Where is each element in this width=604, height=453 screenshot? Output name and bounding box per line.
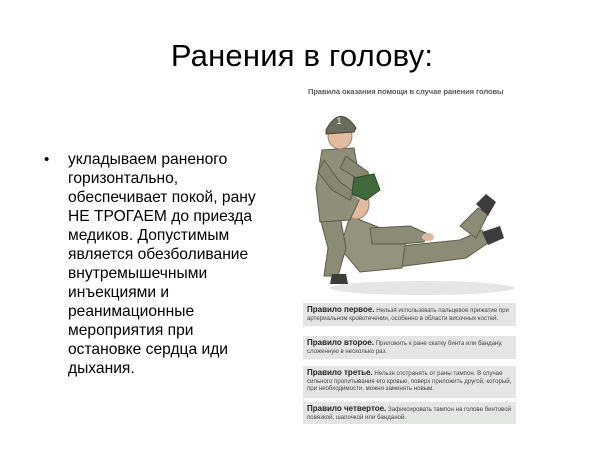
bullet-dot: •: [44, 151, 50, 168]
rule-text: Нельзя отстранять от раны тампон. В случае сильного пропитывания его кровью, поверх приложить другой, который, при необходимости, можно заменять новым.: [307, 370, 512, 393]
figure-caption: Правила оказания помощи в случае ранения головы: [308, 87, 504, 96]
rule-text: Нельзя использовать пальцевое прижатие при артериальном кровотечении, особенно в области височных костей.: [307, 307, 509, 322]
rule-text: Приложить к ране скатку бинта или бандану, сложенную в несколько раз.: [307, 340, 503, 355]
bullet-text: укладываем раненого горизонтально, обеспечивает покой, рану НЕ ТРОГАЕМ до приезда медиков. Допустимым является обезболивание внутремышечными инъекциями и реанимационные мероприятия при остановке сердца иди дыхания.: [68, 151, 256, 377]
rule-title: Правило четвертое.: [307, 404, 387, 413]
rule-box-1: [303, 303, 516, 326]
rule-title: Правило второе.: [307, 338, 374, 347]
rule-title: Правило третье.: [307, 368, 373, 377]
helmet-number: 1: [336, 116, 342, 126]
rule-text: Зафиксировать тампон на голове бинтовой повязкой, шапочкой или банданой.: [307, 406, 512, 421]
rule-title: Правило первое.: [307, 305, 375, 314]
first-aid-illustration: [310, 98, 514, 298]
bullet-item: [44, 150, 259, 378]
first-aid-figure: [298, 82, 520, 422]
bullet-list: [44, 150, 259, 378]
slide-title: Ранения в голову:: [170, 38, 434, 73]
rule-box-2: [303, 336, 516, 359]
rule-box-3: [303, 366, 516, 398]
rule-box-4: [303, 402, 516, 424]
